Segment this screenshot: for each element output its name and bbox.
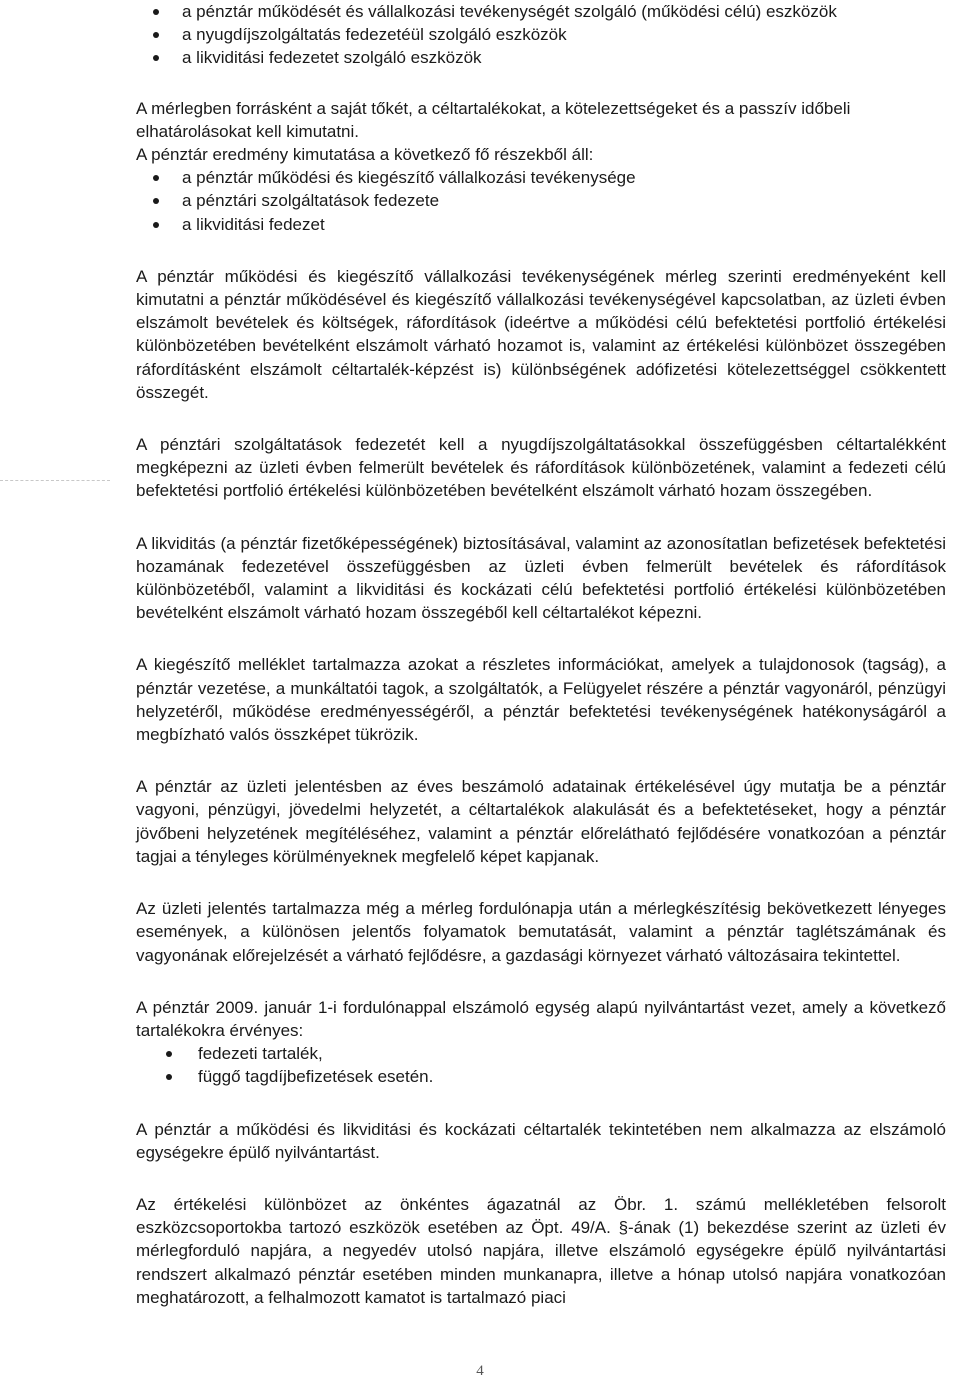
paragraph-unit-records-intro: A pénztár 2009. január 1-i fordulónappal elszámoló egység alapú nyilvántartást vezet, amely a következő tartalékokra érvényes: xyxy=(136,997,946,1040)
reserve-list xyxy=(136,1042,946,1088)
list-item: függő tagdíjbefizetések esetén. xyxy=(136,1065,946,1088)
paragraph-liquidity: A likviditás (a pénztár fizetőképességének) biztosításával, valamint az azonosítatlan befizetések befektetési hozamának fedezetével összefüggésben az üzleti évben felmerült bevételek és ráfordítások különbözetéből, valamint a likviditási és kockázati célú befektetési portfolió értékelési különbözetében bevételként elszámolt várható hozam összegéből kell céltartalékot képezni. xyxy=(136,533,946,623)
list-item: a likviditási fedezetet szolgáló eszközök xyxy=(136,46,946,69)
income-statement-list xyxy=(136,166,946,236)
list-item: a pénztár működési és kiegészítő vállalkozási tevékenysége xyxy=(136,166,946,189)
list-item: a nyugdíjszolgáltatás fedezetéül szolgáló eszközök xyxy=(136,23,946,46)
paragraph-valuation-difference: Az értékelési különbözet az önkéntes ágazatnál az Öbr. 1. számú mellékletében felsorolt eszközcsoportokba tartozó eszközök esetében az Öpt. 49/A. §-ának (1) bekezdése szerint az üzleti év mérlegforduló napjára, a negyedév utolsó napjára, illetve elszámoló egységekre épülő nyilvántartási rendszert alkalmazó pénztár esetében minden munkanapra, illetve a hónap utolsó napjára vonatkozóan meghatározott, a felhalmozott kamatot is tartalmazó piaci xyxy=(136,1194,946,1307)
list-item: fedezeti tartalék, xyxy=(136,1042,946,1065)
list-item: a likviditási fedezet xyxy=(136,213,946,236)
page-number: 4 xyxy=(476,1363,484,1379)
list-item: a pénztár működését és vállalkozási tevékenységét szolgáló (működési célú) eszközök xyxy=(136,0,946,23)
paragraph-operating-result: A pénztár működési és kiegészítő vállalkozási tevékenységének mérleg szerinti eredményeként kell kimutatni a pénztár működésével és kiegészítő vállalkozási tevékenységével kapcsolatban, az üzleti évben elszámolt bevételek és költségek, ráfordítások (ideértve a működési célú befektetési portfolió értékelési különbözetében bevételként elszámolt várható hozamot is, valamint az értékelési különbözet összegében ráfordításként elszámolt céltartalék-képzést is) különbségének adófizetési kötelezettséggel csökkentett összegét. xyxy=(136,266,946,402)
paragraph-income-statement-intro: A pénztár eredmény kimutatása a következő fő részekből áll: xyxy=(136,145,594,165)
paragraph-business-report: A pénztár az üzleti jelentésben az éves beszámoló adatainak értékelésével úgy mutatja be a pénztár vagyoni, pénzügyi, jövedelmi helyzetét, a céltartalékok alakulását és a befektetéseket, hogy a pénztár jövőbeni helyzetének megítéléséhez, valamint a pénztár előrelátható fejlődésére vonatkozóan a pénztár tagjai a tényleges körülményeknek megfelelő képet kapjanak. xyxy=(136,777,946,866)
paragraph-liabilities: A mérlegben forrásként a saját tőkét, a céltartalékokat, a kötelezettségeket és a passzív időbeli elhatárolásokat kell kimutatni. xyxy=(136,98,851,141)
asset-list xyxy=(136,0,946,70)
scan-artifact xyxy=(0,480,110,482)
list-item: a pénztári szolgáltatások fedezete xyxy=(136,189,946,212)
paragraph-supplementary-annex: A kiegészítő melléklet tartalmazza azokat a részletes információkat, amelyek a tulajdonosok (tagság), a pénztár vezetése, a munkáltatói tagok, a szolgáltatók, a Felügyelet részére a pénztár vagyonáról, pénzügyi helyzetéről, működése eredményességéről, a pénztár befektetési tevékenységének hatékonyságáról a megbízható valós összképet tükrözik. xyxy=(136,655,946,745)
paragraph-business-report-events: Az üzleti jelentés tartalmazza még a mérleg fordulónapja után a mérlegkészítésig bekövetkezett lényeges események, a különösen jelentős folyamatok bemutatását, valamint a pénztár taglétszámának és vagyonának előrejelzését a várható fejlődésre, a gazdasági környezet várható változásaira tekintettel. xyxy=(136,899,946,965)
document-page xyxy=(136,0,946,1309)
paragraph-unit-records-exception: A pénztár a működési és likviditási és kockázati céltartalék tekintetében nem alkalmazza az elszámoló egységekre épülő nyilvántartást. xyxy=(136,1119,946,1162)
paragraph-service-coverage: A pénztári szolgáltatások fedezetét kell a nyugdíjszolgáltatásokkal összefüggésben céltartalékként megképezni az üzleti évben felmerült bevételek és ráfordítások különbözetének, valamint a fedezeti célú befektetési portfolió értékelési különbözetében bevételként elszámolt várható hozam összegében. xyxy=(136,435,946,501)
